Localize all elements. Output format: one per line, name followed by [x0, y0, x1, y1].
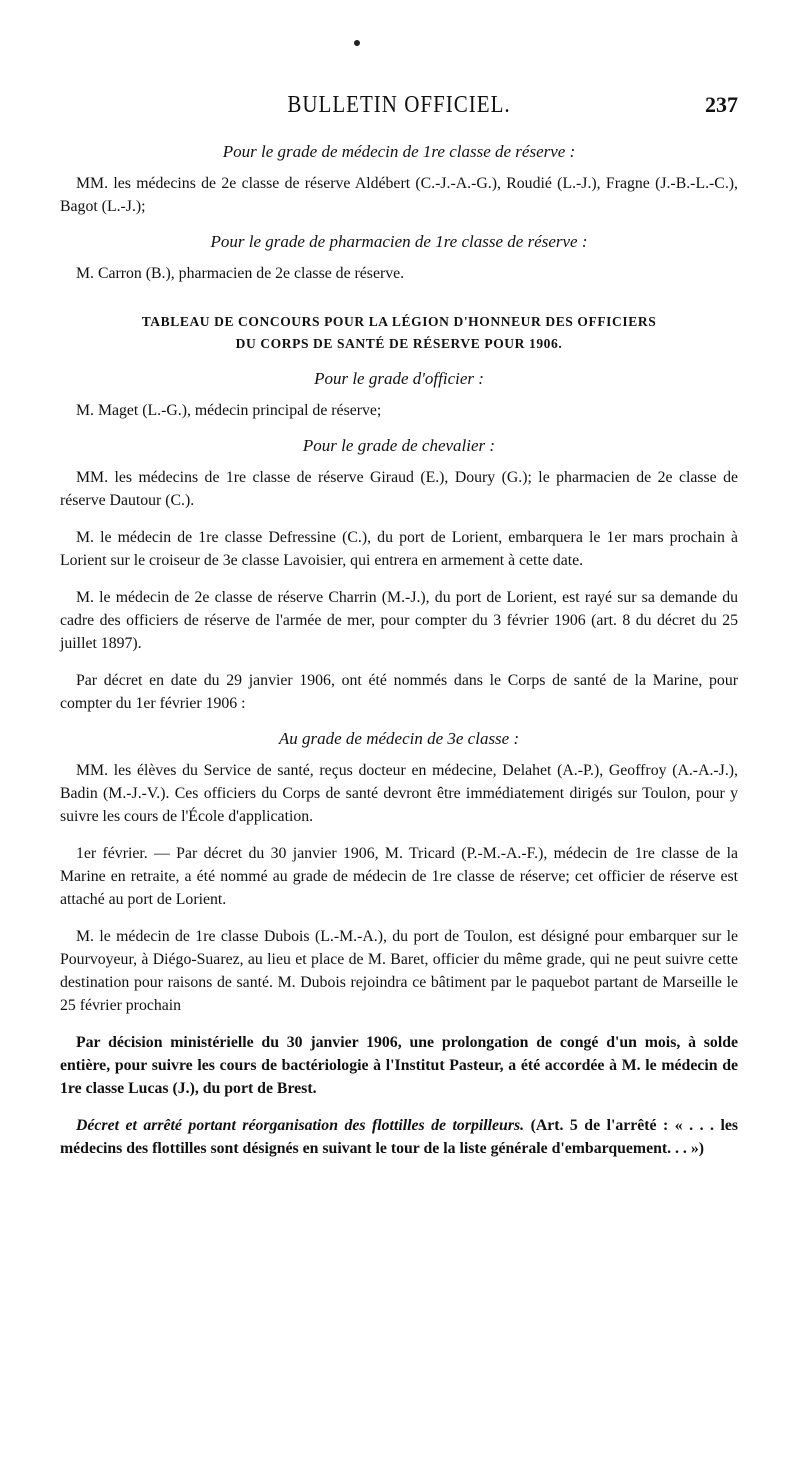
paragraph: M. le médecin de 2e classe de réserve Charrin (M.-J.), du port de Lorient, est rayé sur sa demande du cadre des officiers de réserve de l'armée de mer, pour compter du 3 février 1906 (art. 8 du décret du 25 juillet 1897).: [60, 589, 738, 652]
decree-title: Décret et arrêté portant réorganisation des flottilles de torpilleurs.: [76, 1117, 525, 1134]
page-number: 237: [705, 92, 738, 117]
ink-mark: [354, 40, 360, 46]
paragraph: [60, 1114, 738, 1160]
section-heading: Pour le grade de médecin de 1re classe de réserve :: [222, 142, 576, 161]
paragraph: Par décision ministérielle du 30 janvier 1906, une prolongation de congé d'un mois, à solde entière, pour suivre les cours de bactériologie à l'Institut Pasteur, a été accordée à M. le médecin de 1re classe Lucas (J.), du port de Brest.: [60, 1034, 738, 1097]
paragraph: M. le médecin de 1re classe Defressine (C.), du port de Lorient, embarquera le 1er mars prochain à Lorient sur le croiseur de 3e classe Lavoisier, qui entrera en armement à cette date.: [60, 529, 738, 569]
section-heading: Pour le grade de chevalier :: [302, 436, 496, 455]
paragraph: Par décret en date du 29 janvier 1906, ont été nommés dans le Corps de santé de la Marine, pour compter du 1er février 1906 :: [60, 672, 738, 712]
section-heading: Pour le grade de pharmacien de 1re classe de réserve :: [210, 232, 588, 251]
decree-text: (Art. 5 de l'arrêté : « . . . les médecins des flottilles sont désignés en suivant le tour de la liste générale d'embarquement. . . »): [60, 1117, 739, 1157]
tableau-line: DU CORPS DE SANTÉ DE RÉSERVE POUR 1906.: [235, 336, 563, 351]
section-heading: Au grade de médecin de 3e classe :: [278, 729, 520, 748]
paragraph: MM. les médecins de 1re classe de réserve Giraud (E.), Doury (G.); le pharmacien de 2e classe de réserve Dautour (C.).: [60, 469, 738, 509]
running-title: BULLETIN OFFICIEL.: [287, 90, 511, 118]
paragraph: M. le médecin de 1re classe Dubois (L.-M.-A.), du port de Toulon, est désigné pour embarquer sur le Pourvoyeur, à Diégo-Suarez, au lieu et place de M. Baret, officier du même grade, qui ne peut suivre cette destination pour raisons de santé. M. Dubois rejoindra ce bâtiment par le paquebot partant de Marseille le 25 février prochain: [60, 928, 738, 1014]
paragraph: MM. les médecins de 2e classe de réserve Aldébert (C.-J.-A.-G.), Roudié (L.-J.), Fragne (J.-B.-L.-C.), Bagot (L.-J.);: [60, 175, 738, 215]
section-heading: Pour le grade d'officier :: [314, 369, 484, 388]
tableau-heading: [60, 311, 738, 355]
paragraph: MM. les élèves du Service de santé, reçus docteur en médecine, Delahet (A.-P.), Geoffroy (A.-A.-J.), Badin (M.-J.-V.). Ces officiers du Corps de santé devront être immédiatement dirigés sur Toulon, pour y suivre les cours de l'École d'application.: [60, 762, 738, 825]
paragraph: M. Carron (B.), pharmacien de 2e classe de réserve.: [76, 265, 405, 282]
page-header: [60, 88, 738, 128]
paragraph: 1er février. — Par décret du 30 janvier 1906, M. Tricard (P.-M.-A.-F.), médecin de 1re classe de la Marine en retraite, a été nommé au grade de médecin de 1re classe de réserve; cet officier de réserve est attaché au port de Lorient.: [60, 845, 738, 908]
paragraph: M. Maget (L.-G.), médecin principal de réserve;: [76, 402, 382, 419]
tableau-line: TABLEAU DE CONCOURS POUR LA LÉGION D'HONNEUR DES OFFICIERS: [141, 314, 657, 329]
